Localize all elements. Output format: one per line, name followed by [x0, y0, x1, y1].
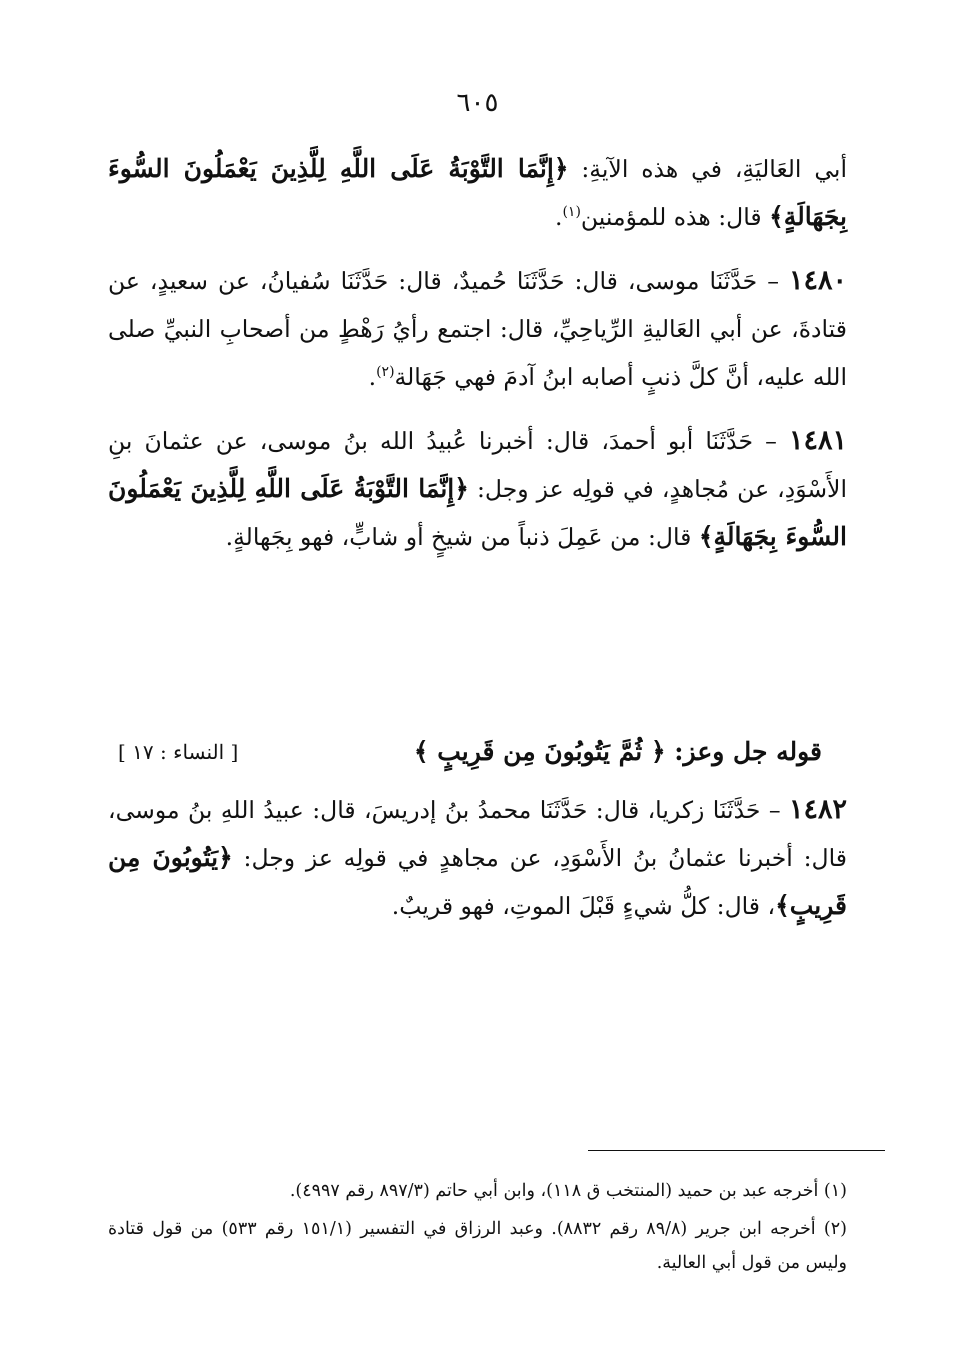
footnote: (٢) أخرجه ابن جرير (٨٩/٨ رقم ٨٨٣٢). وعبد الرزاق في التفسير (١٥١/١ رقم ٥٣٣) من قول قتادة وليس من قول أبي العالية. — [108, 1219, 847, 1273]
verse-reference: [ النساء : ١٧ ] — [118, 740, 239, 764]
footnotes — [108, 1174, 847, 1280]
text-segment: قال: هذه للمؤمنين — [580, 203, 770, 231]
footnote-ref: (٢) — [376, 364, 395, 381]
main-text-2 — [108, 786, 847, 930]
quran-verse: ﴿يَتُوبُونَ مِن قَرِيبٍ﴾ — [108, 843, 847, 920]
quran-verse: ﴿إِنَّمَا التَّوْبَةُ عَلَى اللَّهِ لِلَّذِينَ يَعْمَلُونَ السُّوءَ بِجَهَالَةٍ﴾ — [108, 154, 847, 231]
hadith-1480 — [108, 257, 847, 401]
hadith-number: ١٤٨٠ — [788, 265, 847, 296]
hadith-number: ١٤٨١ — [788, 425, 847, 456]
hadith-text: – حَدَّثَنَا زكريا، قال: حَدَّثَنَا محمدُ بنُ إدريسَ، قال: عبيدُ اللهِ بنُ موسى، قال: أخبرنا عثمانُ بنُ الأَسْوَدِ، عن مجاهدٍ في قولِه عز وجل: — [108, 796, 847, 872]
text-segment: أبي العَاليَةِ، في هذه الآيةِ: — [568, 155, 847, 183]
hadith-text: – حَدَّثَنَا أبو أحمدَ، قال: أخبرنا عُبيدُ الله بنُ موسى، عن عثمانَ بنِ الأَسْوَدِ، عن مُجاهدٍ، في قولِه عز وجل: — [108, 427, 847, 503]
page-number: ٦٠٥ — [456, 88, 499, 118]
text-segment: . — [368, 363, 377, 391]
heading-verse: قوله جل وعز: ﴿ ثُمَّ يَتُوبُونَ مِن قَرِيبٍ ﴾ — [413, 737, 822, 766]
hadith-1482 — [108, 786, 847, 930]
hadith-number: ١٤٨٢ — [788, 794, 847, 825]
footnote-divider — [588, 1150, 885, 1151]
hadith-text: قال: من عَمِلَ ذنباً من شيخٍ أو شابٍّ، فهو بِجَهالةٍ. — [225, 523, 699, 551]
hadith-text: – حَدَّثَنَا موسى، قال: حَدَّثَنَا حُميدٌ، قال: حَدَّثَنَا سُفيانُ، عن سعيدٍ، عن قتادةَ، عن أبي العَاليةِ الرِّياحِيِّ، قال: اجتمع رأيُ رَهْطٍ من أصحابِ النبيِّ صلى الله عليه، أنَّ كلَّ ذنبٍ أصابه ابنُ آدمَ فهي جَهَالة — [108, 267, 847, 391]
paragraph-continuation — [108, 145, 847, 241]
section-heading — [118, 728, 822, 776]
hadith-1481 — [108, 417, 847, 561]
main-text — [108, 145, 847, 561]
hadith-text: ، قال: كلُّ شيءٍ قَبْلَ الموتِ، فهو قريبٌ. — [391, 892, 776, 920]
text-segment: . — [554, 203, 563, 231]
footnote: (١) أخرجه عبد بن حميد (المنتخب ق ١١٨)، وابن أبي حاتم (٨٩٧/٣ رقم ٤٩٩٧). — [289, 1181, 847, 1201]
quran-verse: ﴿إِنَّمَا التَّوْبَةُ عَلَى اللَّهِ لِلَّذِينَ يَعْمَلُونَ السُّوءَ بِجَهَالَةٍ﴾ — [108, 474, 847, 551]
footnote-ref: (١) — [562, 204, 581, 221]
